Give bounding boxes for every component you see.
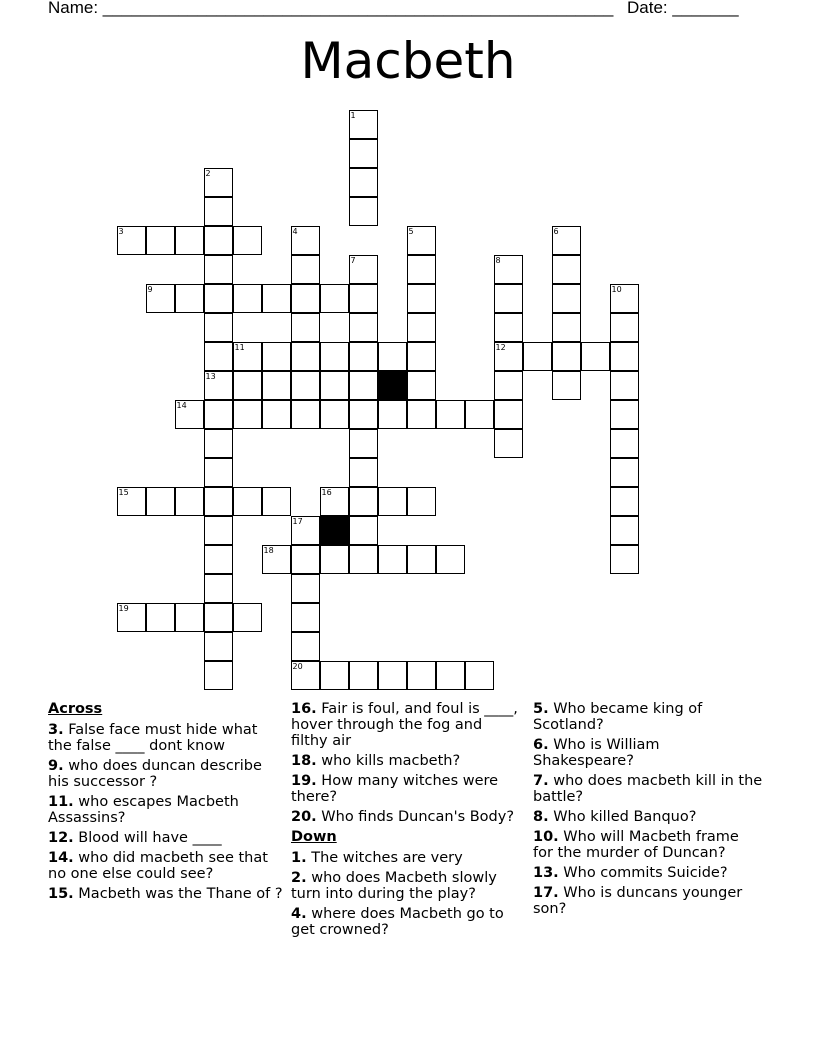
grid-cell-18[interactable] xyxy=(262,545,291,574)
cell-number: 7 xyxy=(350,255,356,265)
grid-cell[interactable] xyxy=(146,603,175,632)
grid-cell[interactable] xyxy=(320,400,349,429)
grid-cell[interactable] xyxy=(204,545,233,574)
grid-cell[interactable] xyxy=(407,284,436,313)
grid-cell[interactable] xyxy=(494,400,523,429)
cell-number: 4 xyxy=(292,226,298,236)
grid-cell[interactable] xyxy=(552,284,581,313)
grid-cell-14[interactable] xyxy=(175,400,204,429)
grid-cell[interactable] xyxy=(291,342,320,371)
grid-cell[interactable] xyxy=(349,400,378,429)
clue-across-20: 20. Who finds Duncan's Body? xyxy=(291,809,515,825)
grid-cell-20[interactable] xyxy=(291,661,320,690)
across-heading: Across xyxy=(48,701,103,717)
grid-cell[interactable] xyxy=(291,400,320,429)
grid-cell[interactable] xyxy=(320,284,349,313)
grid-cell[interactable] xyxy=(262,342,291,371)
grid-cell[interactable] xyxy=(465,661,494,690)
grid-cell[interactable] xyxy=(378,342,407,371)
page-title: Macbeth xyxy=(300,32,516,90)
grid-cell-4[interactable] xyxy=(291,226,320,255)
grid-cell[interactable] xyxy=(378,545,407,574)
cell-number: 15 xyxy=(118,487,129,497)
grid-cell-5[interactable] xyxy=(407,226,436,255)
grid-cell-9[interactable] xyxy=(146,284,175,313)
grid-cell-15[interactable] xyxy=(117,487,146,516)
clue-down-1: 1. The witches are very xyxy=(291,850,463,866)
black-cell xyxy=(378,371,407,400)
grid-cell[interactable] xyxy=(436,545,465,574)
grid-cell[interactable] xyxy=(204,284,233,313)
grid-cell[interactable] xyxy=(146,487,175,516)
cell-number: 3 xyxy=(118,226,124,236)
grid-cell[interactable] xyxy=(407,400,436,429)
grid-cell[interactable] xyxy=(407,487,436,516)
grid-cell[interactable] xyxy=(610,371,639,400)
grid-cell[interactable] xyxy=(407,342,436,371)
grid-cell[interactable] xyxy=(204,516,233,545)
grid-cell[interactable] xyxy=(262,487,291,516)
grid-cell[interactable] xyxy=(610,487,639,516)
grid-cell[interactable] xyxy=(349,487,378,516)
grid-cell[interactable] xyxy=(291,255,320,284)
clue-column-3 xyxy=(533,701,763,921)
grid-cell[interactable] xyxy=(436,661,465,690)
cell-number: 16 xyxy=(321,487,332,497)
grid-cell[interactable] xyxy=(407,545,436,574)
cell-number: 18 xyxy=(263,545,274,555)
grid-cell-8[interactable] xyxy=(494,255,523,284)
grid-cell[interactable] xyxy=(349,516,378,545)
clue-down-17: 17. Who is duncans younger son? xyxy=(533,885,743,917)
grid-cell-17[interactable] xyxy=(291,516,320,545)
grid-cell-12[interactable] xyxy=(494,342,523,371)
down-heading: Down xyxy=(291,829,337,845)
grid-cell[interactable] xyxy=(320,545,349,574)
grid-cell[interactable] xyxy=(436,400,465,429)
grid-cell[interactable] xyxy=(204,487,233,516)
grid-cell-16[interactable] xyxy=(320,487,349,516)
grid-cell[interactable] xyxy=(349,342,378,371)
cell-number: 6 xyxy=(553,226,559,236)
cell-number: 17 xyxy=(292,516,303,526)
grid-cell-3[interactable] xyxy=(117,226,146,255)
grid-cell[interactable] xyxy=(204,661,233,690)
grid-cell[interactable] xyxy=(204,400,233,429)
cell-number: 8 xyxy=(495,255,501,265)
grid-cell[interactable] xyxy=(175,487,204,516)
grid-cell[interactable] xyxy=(320,371,349,400)
grid-cell-11[interactable] xyxy=(233,342,262,371)
grid-cell[interactable] xyxy=(204,574,233,603)
cell-number: 19 xyxy=(118,603,129,613)
grid-cell[interactable] xyxy=(494,284,523,313)
clue-across-18: 18. who kills macbeth? xyxy=(291,753,461,769)
cell-number: 14 xyxy=(176,400,187,410)
grid-cell-7[interactable] xyxy=(349,255,378,284)
grid-cell[interactable] xyxy=(320,342,349,371)
grid-cell-13[interactable] xyxy=(204,371,233,400)
clue-across-11: 11. who escapes Macbeth Assassins? xyxy=(48,794,239,826)
grid-cell[interactable] xyxy=(175,284,204,313)
grid-cell[interactable] xyxy=(291,545,320,574)
clue-down-13: 13. Who commits Suicide? xyxy=(533,865,728,881)
grid-cell[interactable] xyxy=(552,342,581,371)
black-cell xyxy=(320,516,349,545)
grid-cell[interactable] xyxy=(291,284,320,313)
grid-cell[interactable] xyxy=(262,371,291,400)
grid-cell[interactable] xyxy=(610,429,639,458)
grid-cell[interactable] xyxy=(146,226,175,255)
grid-cell[interactable] xyxy=(349,168,378,197)
date-field[interactable]: Date: _______ xyxy=(627,0,739,17)
cell-number: 13 xyxy=(205,371,216,381)
clue-down-2: 2. who does Macbeth slowly turn into during the play? xyxy=(291,870,497,902)
grid-cell-19[interactable] xyxy=(117,603,146,632)
grid-cell[interactable] xyxy=(494,313,523,342)
grid-cell[interactable] xyxy=(291,371,320,400)
grid-cell[interactable] xyxy=(233,284,262,313)
grid-cell[interactable] xyxy=(552,255,581,284)
cell-number: 1 xyxy=(350,110,356,120)
clue-across-15: 15. Macbeth was the Thane of ? xyxy=(48,886,283,902)
grid-cell[interactable] xyxy=(610,545,639,574)
grid-cell[interactable] xyxy=(204,313,233,342)
clue-down-4: 4. where does Macbeth go to get crowned? xyxy=(291,906,504,938)
grid-cell[interactable] xyxy=(349,661,378,690)
grid-cell[interactable] xyxy=(378,487,407,516)
grid-cell[interactable] xyxy=(291,313,320,342)
grid-cell[interactable] xyxy=(494,429,523,458)
grid-cell[interactable] xyxy=(610,342,639,371)
clue-down-7: 7. who does macbeth kill in the battle? xyxy=(533,773,763,805)
grid-cell[interactable] xyxy=(349,371,378,400)
clue-across-19: 19. How many witches were there? xyxy=(291,773,499,805)
clue-across-12: 12. Blood will have ____ xyxy=(48,830,222,846)
grid-cell[interactable] xyxy=(204,226,233,255)
grid-cell[interactable] xyxy=(349,197,378,226)
clue-down-8: 8. Who killed Banquo? xyxy=(533,809,697,825)
grid-cell[interactable] xyxy=(378,661,407,690)
grid-cell[interactable] xyxy=(610,313,639,342)
cell-number: 10 xyxy=(611,284,622,294)
grid-cell[interactable] xyxy=(349,429,378,458)
grid-cell[interactable] xyxy=(320,661,349,690)
clue-across-9: 9. who does duncan describe his successor ? xyxy=(48,758,262,790)
grid-cell-10[interactable] xyxy=(610,284,639,313)
grid-cell[interactable] xyxy=(204,603,233,632)
clue-column-1 xyxy=(48,701,283,906)
grid-cell[interactable] xyxy=(610,458,639,487)
cell-number: 20 xyxy=(292,661,303,671)
grid-cell[interactable] xyxy=(465,400,494,429)
grid-cell[interactable] xyxy=(204,458,233,487)
grid-cell[interactable] xyxy=(523,342,552,371)
clue-across-16: 16. Fair is foul, and foul is ____, hover through the fog and filthy air xyxy=(291,701,518,749)
grid-cell[interactable] xyxy=(407,255,436,284)
grid-cell[interactable] xyxy=(233,371,262,400)
clue-down-6: 6. Who is William Shakespeare? xyxy=(533,737,660,769)
grid-cell[interactable] xyxy=(291,632,320,661)
grid-cell[interactable] xyxy=(349,545,378,574)
grid-cell[interactable] xyxy=(262,400,291,429)
grid-cell[interactable] xyxy=(204,255,233,284)
grid-cell[interactable] xyxy=(581,342,610,371)
grid-cell[interactable] xyxy=(233,226,262,255)
name-field[interactable]: Name: ______________________________________________________ xyxy=(48,0,614,17)
grid-cell-6[interactable] xyxy=(552,226,581,255)
grid-cell[interactable] xyxy=(233,603,262,632)
clue-down-5: 5. Who became king of Scotland? xyxy=(533,701,703,733)
grid-cell[interactable] xyxy=(407,661,436,690)
grid-cell[interactable] xyxy=(610,516,639,545)
cell-number: 9 xyxy=(147,284,153,294)
grid-cell[interactable] xyxy=(407,313,436,342)
grid-cell[interactable] xyxy=(349,313,378,342)
cell-number: 11 xyxy=(234,342,245,352)
grid-cell[interactable] xyxy=(262,284,291,313)
grid-cell[interactable] xyxy=(378,400,407,429)
grid-cell[interactable] xyxy=(204,342,233,371)
grid-cell[interactable] xyxy=(233,487,262,516)
grid-cell[interactable] xyxy=(291,574,320,603)
clue-across-3: 3. False face must hide what the false ____ dont know xyxy=(48,722,258,754)
grid-cell[interactable] xyxy=(407,371,436,400)
grid-cell[interactable] xyxy=(349,139,378,168)
cell-number: 5 xyxy=(408,226,414,236)
clue-across-14: 14. who did macbeth see that no one else could see? xyxy=(48,850,268,882)
cell-number: 2 xyxy=(205,168,211,178)
grid-cell[interactable] xyxy=(349,458,378,487)
grid-cell[interactable] xyxy=(349,284,378,313)
grid-cell[interactable] xyxy=(494,371,523,400)
grid-cell-2[interactable] xyxy=(204,168,233,197)
grid-cell-1[interactable] xyxy=(349,110,378,139)
cell-number: 12 xyxy=(495,342,506,352)
grid-cell[interactable] xyxy=(233,400,262,429)
grid-cell[interactable] xyxy=(204,632,233,661)
grid-cell[interactable] xyxy=(204,197,233,226)
grid-cell[interactable] xyxy=(552,313,581,342)
clue-column-2 xyxy=(291,701,523,942)
grid-cell[interactable] xyxy=(175,603,204,632)
grid-cell[interactable] xyxy=(175,226,204,255)
grid-cell[interactable] xyxy=(552,371,581,400)
grid-cell[interactable] xyxy=(204,429,233,458)
grid-cell[interactable] xyxy=(291,603,320,632)
clue-down-10: 10. Who will Macbeth frame for the murder of Duncan? xyxy=(533,829,739,861)
grid-cell[interactable] xyxy=(610,400,639,429)
